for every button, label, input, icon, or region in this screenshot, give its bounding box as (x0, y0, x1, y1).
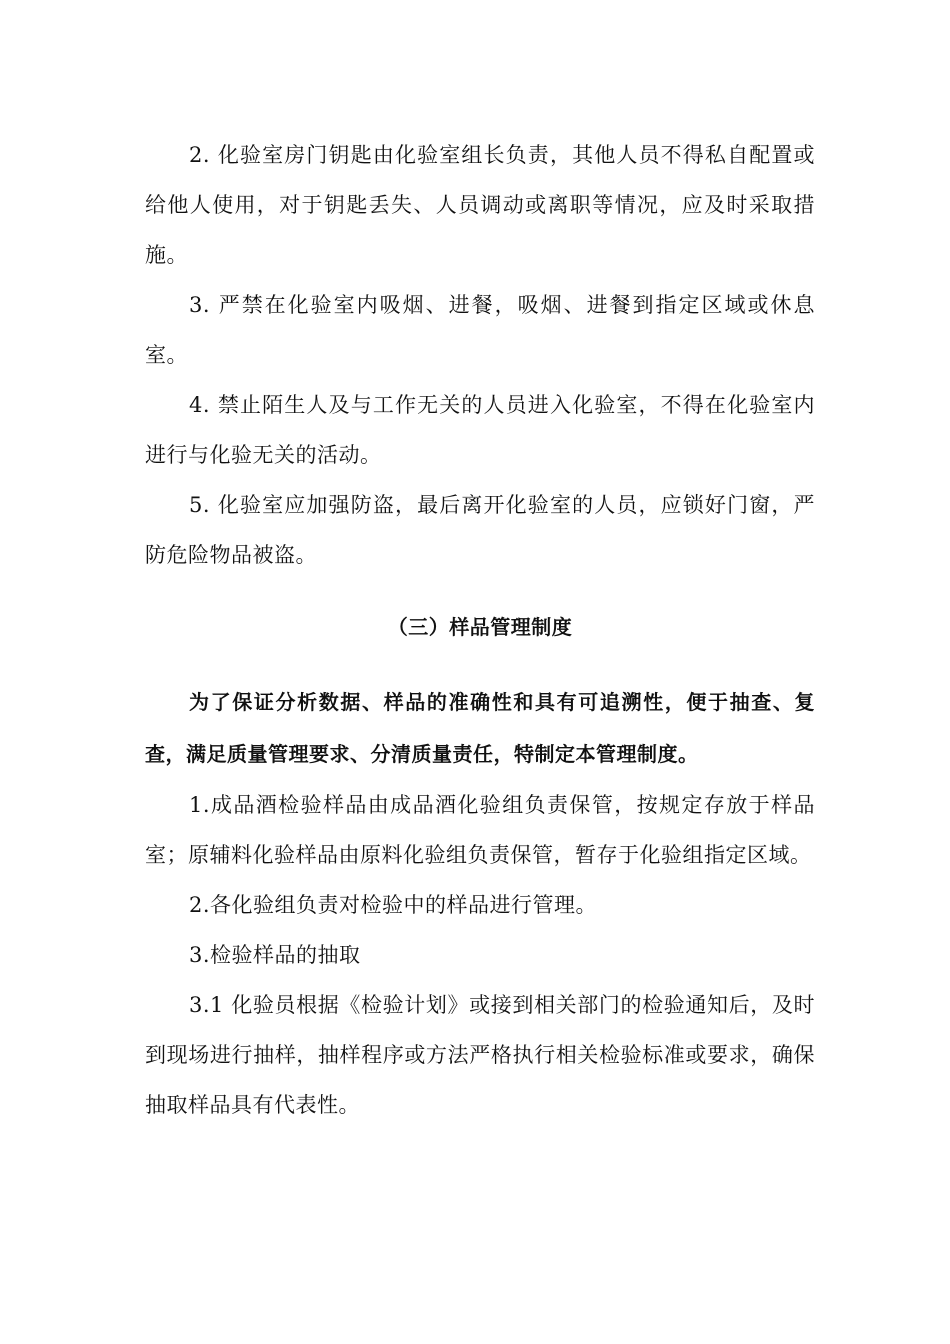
sample-item-1: 1.成品酒检验样品由成品酒化验组负责保管，按规定存放于样品室；原辅料化验样品由原料化验组负责保管，暂存于化验组指定区域。 (145, 793, 815, 867)
sample-item-3-1: 3.1 化验员根据《检验计划》或接到相关部门的检验通知后，及时到现场进行抽样，抽样程序或方法严格执行相关检验标准或要求，确保抽取样品具有代表性。 (145, 993, 815, 1117)
sample-item-2: 2.各化验组负责对检验中的样品进行管理。 (189, 893, 598, 917)
rule-item-5: 5. 化验室应加强防盗，最后离开化验室的人员，应锁好门窗，严防危险物品被盗。 (145, 493, 815, 567)
sample-item-3: 3.检验样品的抽取 (189, 943, 361, 967)
section-intro: 为了保证分析数据、样品的准确性和具有可追溯性，便于抽查、复查，满足质量管理要求、分清质量责任，特制定本管理制度。 (145, 690, 815, 766)
rule-item-3: 3. 严禁在化验室内吸烟、进餐，吸烟、进餐到指定区域或休息室。 (145, 293, 815, 367)
section-heading: （三）样品管理制度 (387, 615, 573, 639)
rule-item-4: 4. 禁止陌生人及与工作无关的人员进入化验室，不得在化验室内进行与化验无关的活动。 (145, 393, 815, 467)
rule-item-2: 2. 化验室房门钥匙由化验室组长负责，其他人员不得私自配置或给他人使用，对于钥匙丢失、人员调动或离职等情况，应及时采取措施。 (145, 143, 815, 267)
document-body (145, 130, 815, 1130)
